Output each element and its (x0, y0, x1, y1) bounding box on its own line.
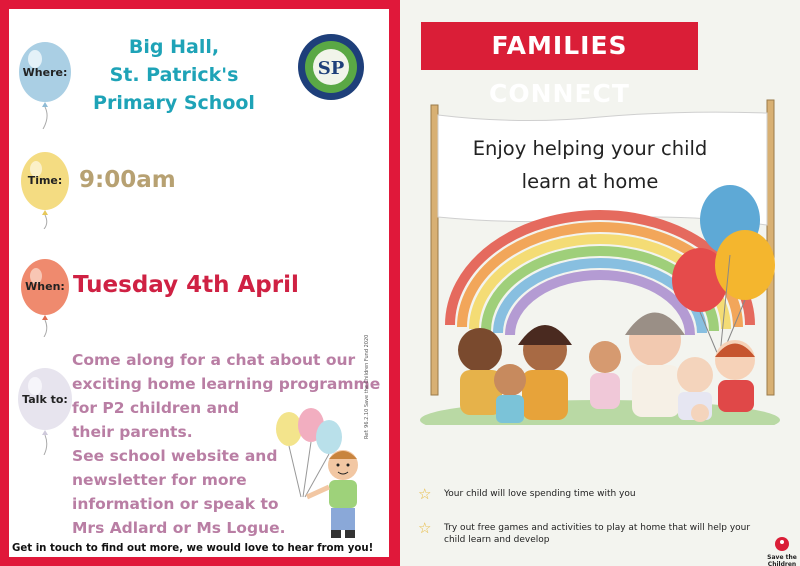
where-line-3: Primary School (93, 92, 255, 114)
brand-name: Save the Children (767, 554, 797, 566)
footer-text: Get in touch to find out more, we would love to hear from you! (12, 543, 374, 554)
talk-line-7: information or speak to (72, 495, 279, 513)
talk-line-3: for P2 children and (72, 399, 240, 417)
red-balloon-icon (15, 257, 75, 337)
star-icon: ☆ (418, 519, 432, 537)
title-banner (421, 22, 698, 108)
where-line-1: Big Hall, (128, 36, 220, 58)
tip-1: Your child will love spending time with you (444, 489, 636, 499)
boy-with-balloons-icon (271, 407, 366, 542)
talk-line-5: See school website and (72, 447, 278, 465)
poster-panel (400, 0, 800, 566)
talk-line-2: exciting home learning programme (72, 375, 381, 393)
flyer-panel (9, 9, 389, 557)
tip-2-line-1: Try out free games and activities to play at home that will help your (444, 523, 751, 533)
star-icon: ☆ (418, 485, 432, 503)
sign-line-1: Enjoy helping your child (472, 137, 708, 160)
talk-line-1: Come along for a chat about our (72, 351, 356, 369)
poster-title: FAMILIES CONNECT (489, 31, 630, 108)
lavender-balloon-icon (13, 365, 77, 455)
talk-line-6: newsletter for more (72, 471, 247, 489)
talk-line-8: Mrs Adlard or Ms Logue. (72, 519, 286, 537)
talk-line-4: their parents. (72, 423, 193, 441)
time-value: 9:00am (79, 167, 176, 193)
time-label: Time: (27, 174, 63, 187)
blue-balloon-icon (15, 39, 75, 129)
sign-line-2: learn at home (521, 170, 659, 193)
when-value: Tuesday 4th April (73, 272, 299, 298)
save-the-children-logo-icon (770, 536, 794, 552)
talk-label: Talk to: (22, 393, 68, 406)
school-crest-icon (297, 33, 365, 101)
when-label: When: (25, 280, 65, 293)
where-line-2: St. Patrick's (109, 64, 239, 86)
copyright-credit: Ref: 96.2.10 Save the Children Fund 2020 (364, 334, 370, 439)
yellow-balloon-icon (15, 149, 75, 229)
tip-2-line-2: child learn and develop (444, 535, 550, 545)
school-logo-text: SP (317, 58, 345, 79)
where-label: Where: (22, 66, 68, 79)
